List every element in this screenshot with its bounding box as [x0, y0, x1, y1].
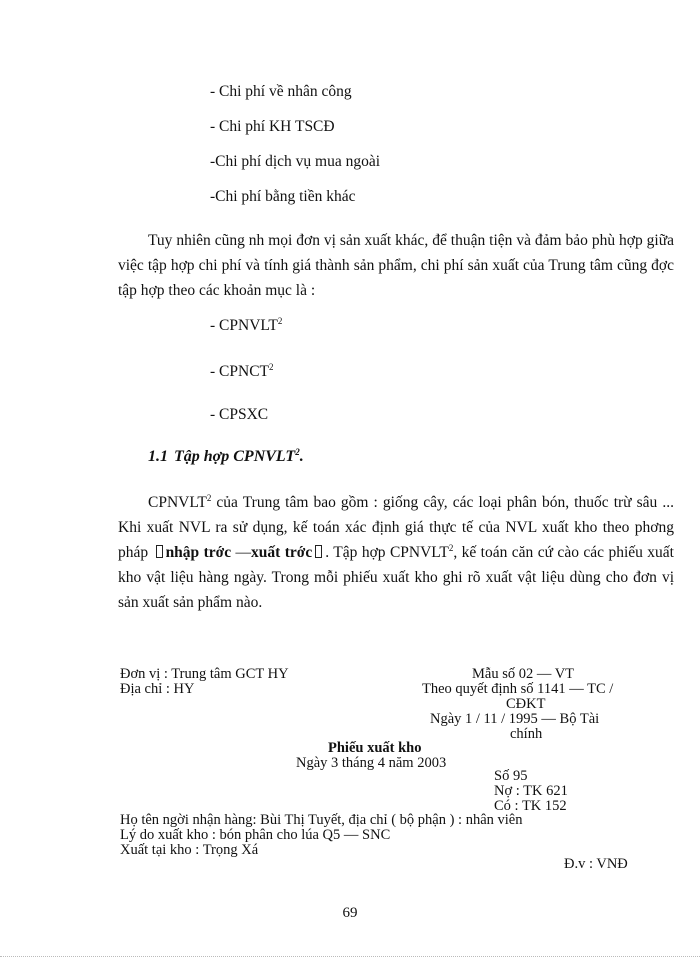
superscript: 2: [206, 493, 212, 503]
page-number: 69: [342, 905, 358, 921]
cost-item: - Chi phí KH TSCĐ: [210, 118, 335, 135]
superscript: 2: [269, 362, 274, 372]
form-decision: Theo quyết định số 1141 — TC /: [422, 681, 614, 697]
category-item: [210, 362, 274, 382]
superscript: 2: [448, 543, 454, 553]
form-date-line-cont: chính: [510, 726, 543, 742]
form-debit: Nợ : TK 621: [494, 783, 568, 799]
category-label: - CPSXC: [210, 406, 269, 423]
superscript: 2: [295, 447, 300, 457]
cost-item: - Chi phí về nhân công: [210, 83, 352, 100]
form-credit: Có : TK 152: [494, 798, 567, 814]
cost-item: -Chi phí bằng tiền khác: [210, 188, 356, 205]
form-reason: Lý do xuất kho : bón phân cho lúa Q5 — SNC: [120, 827, 391, 843]
box-symbol: [156, 545, 163, 558]
method-term: xuất trớc: [251, 544, 313, 561]
dash: —: [231, 544, 252, 561]
paragraph-text: , kế toán căn cứ cào các phiếu xuất kho vật liệu hàng ngày. Trong mỗi phiếu xuất kho ghi rõ xuất vật liệu dùng cho đơn vị sản xuất sản phẩm nào.: [118, 544, 674, 611]
form-template-no: Mẫu số 02 — VT: [472, 666, 575, 682]
form-unit: Đơn vị : Trung tâm GCT HY: [120, 666, 289, 682]
form-currency: Đ.v : VNĐ: [564, 856, 628, 872]
heading-period: .: [299, 448, 304, 465]
box-symbol: [315, 545, 322, 558]
superscript: 2: [277, 316, 283, 326]
cost-item: -Chi phí dịch vụ mua ngoài: [210, 153, 381, 170]
form-address: Địa chỉ : HY: [120, 681, 195, 697]
category-item: [210, 405, 268, 425]
page-bottom-divider: [0, 956, 700, 957]
paragraph-text: . Tập hợp CPNVLT: [325, 544, 449, 561]
paragraph-cost-categories: [118, 228, 674, 303]
category-item: [210, 316, 282, 336]
section-title: Tập hợp CPNVLT: [174, 448, 296, 465]
form-title: Phiếu xuất kho: [328, 740, 422, 756]
form-decision-cont: CĐKT: [506, 696, 546, 712]
paragraph-text: CPNVLT: [148, 494, 207, 511]
paragraph-text: Tuy nhiên cũng nh mọi đơn vị sản xuất khác, để thuận tiện và đảm bảo phù hợp giữa việc tập hợp chi phí và tính giá thành sản phẩm, chi phí sản xuất của Trung tâm cũng đợc tập hợp theo các khoản mục là :: [118, 232, 674, 299]
paragraph-text: của Trung tâm bao gồm : giống cây, các loại phân bón, thuốc trừ sâu ... Khi xuất NVL ra sử dụng, kế toán xác định giá thực tế của NVL xuất kho theo phơng pháp: [118, 494, 674, 561]
form-number: Số 95: [494, 768, 528, 784]
paragraph-material-cost: [118, 490, 674, 615]
form-warehouse: Xuất tại kho : Trọng Xá: [120, 842, 259, 858]
section-number: 1.1: [148, 448, 168, 465]
form-date-line: Ngày 1 / 11 / 1995 — Bộ Tài: [430, 711, 600, 727]
method-term: nhập trớc: [165, 544, 232, 561]
category-label: - CPNVLT: [210, 317, 278, 334]
form-receiver: Họ tên ngời nhận hàng: Bùi Thị Tuyết, địa chỉ ( bộ phận ) : nhân viên: [120, 812, 523, 828]
form-issue-date: Ngày 3 tháng 4 năm 2003: [296, 755, 447, 771]
section-heading: [148, 448, 304, 466]
category-label: - CPNCT: [210, 363, 269, 380]
